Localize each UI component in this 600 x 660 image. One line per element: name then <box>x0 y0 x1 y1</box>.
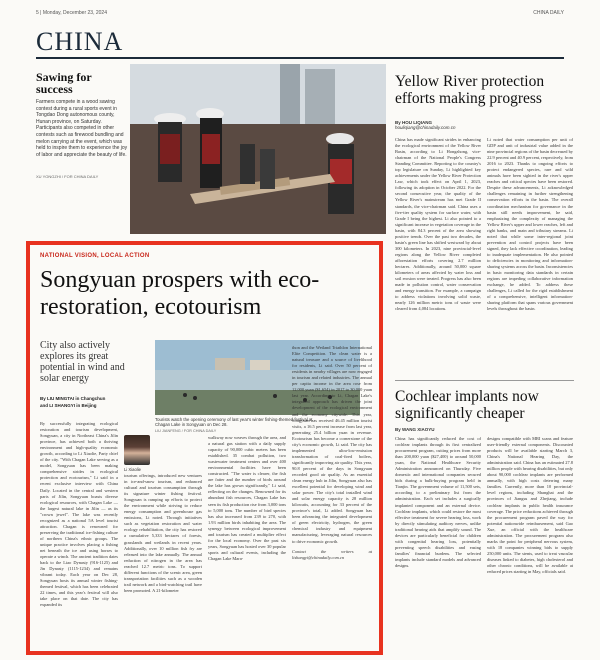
photo-scene <box>130 64 386 234</box>
main-col-4: thon and the Wetland Triathlon International Elite Competition. The clean water is a natural treasure and a source of livelihood for residents, Li said. Over 50 percent of residents in nearby villages are now engaged in tourism and related industries. The annual per capita income in the area rose from 12,000 yuan ($1,654) in 2017 to 30,000 yuan last year. According to Li, Chagan Lake's integrated approach has driven the joint development of the ecological environment and the economy citywide. This year, Songyuan has received 46.45 million tourist visits, a 16.5 percent increase from last year, generating 25.4 billion yuan in revenue. Ecotourism has become a cornerstone of the city's economic growth, Li said. The city has implemented ultra-low-emission transformation of coal-fired boilers, significantly improving air quality. This year, 90.8 percent of the days in Songyuan recorded good air quality. As an essential clean energy hub in Jilin, Songyuan also has excellent potential for developing wind and solar power. The city's total installed wind and solar energy capacity is 28 million kilowatts, accounting for 33 percent of the province's total, Li added. Songyuan has been advancing the integrated development of green electricity, hydrogen, the green chemical industry and equipment manufacturing, leveraging natural resources to drive economic growth. <box>292 345 372 544</box>
yellow-river-email: houliqiang@chinadaily.com.cn <box>395 125 456 130</box>
page-date: 5 | Monday, December 23, 2024 <box>36 10 107 16</box>
contact-line: Contact the writers at lishangyi@chinadaily.com.cn <box>292 548 372 560</box>
photo-caption: Tourists watch the opening ceremony of last year's winter fishing-themed festival at Chagan Lake in Songyuan on Dec 28. <box>155 417 313 428</box>
photo-credit: LIU JIANFENG / FOR CHINA DAILY <box>155 429 217 433</box>
teaser-body: Farmers compete in a wood sawing contest during a rural sports event in Tongdao Dong autonomous county, Hunan province, on Saturday. Participants also competed in other contests such as firewood bundling and melon carrying at the event, which was held to inspire them to experience the joy of labor and appreciate the beauty of life. <box>36 99 128 158</box>
yellow-river-col-2: Li noted that water consumption per unit of GDP and unit of industrial value added in the nine provincial regions of the basin decreased by 22.9 percent and 40.9 percent, respectively, from 2016 to 2023. Thanks to ongoing efforts to protect endangered species, rare and wild animals have been sighted in the river's upper reaches and critical species have been restored. Despite these advancements, Li acknowledged challenges remaining in further strengthening conservation efforts in the basin. The overall coordination mechanism for governance in the basin still needs improvement, he said, emphasizing the complexity of managing the Yellow River's upper and lower reaches, left and right banks, and main and tributary streams. Li noted that while some inter-regional joint prevention and control projects have been signed, they lack effective coordination, leading to inadequate implementation. He also pointed to deficiencies in monitoring and information-sharing systems across the basin. Inconsistencies in basic monitoring data standards in certain regions are impeding collaborative information exchange, he added. To address these challenges, Li called for the rigid establishment of a comprehensive, intelligent information-sharing platform that spans various government levels throughout the basin. <box>487 137 573 312</box>
yellow-river-body <box>395 137 573 380</box>
paper-name: CHINA DAILY <box>533 10 564 16</box>
highlighted-article-box <box>26 241 383 655</box>
page-header-bar <box>36 10 564 20</box>
yellow-river-headline: Yellow River protection efforts making progress <box>395 73 545 107</box>
main-col-1: By successfully integrating ecological restoration and tourism development, Songyuan, a city in Northeast China's Jilin province, has achieved both a thriving environment and high-quality economic growth, according to Li Xiaolie, Party chief of the city. "With Chagan Lake serving as a model, Songyuan has been making comprehensive strides in ecological protection and ecotourism," Li said in a recent exclusive interview with China Daily. Located in the central and western parts of Jilin, Songyuan boasts diverse ecological resources, with Chagan Lake — the largest natural lake in Jilin — as its "crown jewel". The lake was recently recognized as a national 5A level tourist attraction. Chagan is renowned for preserving the traditional ice-fishing culture of northern China's ethnic groups. The unique practice involves placing a fishing net beneath the ice and using horses to operate a winch. The ancient tradition dates back to the Liao Dynasty (916-1125) and Jin Dynasty (1115-1234) and remains vibrant today. Each year on Dec 28, Songyuan hosts its annual winter fishing-themed festival, which has been celebrated 22 times, and this year's festival will also take place on that date. The city has expanded its <box>40 421 118 608</box>
yellow-river-byline <box>395 120 456 130</box>
portrait-name: Li Xiaolie <box>124 467 141 472</box>
main-col-4-wrap <box>292 345 372 651</box>
main-byline-1: By LIU MINGTAI in Changchun <box>40 396 106 401</box>
sawing-contest-photo <box>130 64 386 234</box>
yellow-river-col-1: China has made significant strides in enhancing the ecological environment of the Yellow River Basin, according to Li Hongzhong, vice-chairman of the National People's Congress Standing Committee. Reporting to the country's top legislature on Sunday, Li highlighted key achievements under the Yellow River Protection Law, which took effect on April 1, 2023, following its adoption in October 2022. For the second consecutive year, the quality of the Yellow River's mainstream has met Grade II standards, the vice-chairman said. China uses a five-tier quality system for surface water, with Grade I being the highest. Li also pointed to a significant increase in vegetation coverage in the basin, with 84.3 percent of the area showing positive trends. Over the past two decades, the basin's green line has shifted westward by about 300 kilometers. In 2023, nine provincial-level regions along the Yellow River completed afforestation efforts covering 2.7 million hectares. Additionally, around 50,000 square kilometers of areas affected by water loss and soil erosion were treated. Progress has also been made in pollution control, water conservation and energy transition. For example, a campaign to address violations involving solid waste, nearly 126 million metric tons of waste were cleared from 4,084 locations. <box>395 137 481 312</box>
portrait-photo <box>124 435 150 465</box>
article-kicker: NATIONAL VISION, LOCAL ACTION <box>40 253 150 259</box>
teaser-headline: Sawing for success <box>36 70 92 96</box>
teaser-credit: XU YONGZHI / FOR CHINA DAILY <box>36 174 99 179</box>
main-deck: City also actively explores its great potential in wind and solar energy <box>40 340 125 384</box>
section-divider <box>36 57 564 59</box>
main-col-3: walkway now weaves through the area, and a natural gas station with a daily supply capacity of 90,000 cubic meters has been established. 35 combat pollution, two wastewater treatment centers and over 400 environmental facilities have been constructed. "The water is clearer, the fish are fatter and the number of birds around the lake has grown significantly," Li said, reflecting on the changes. Renowned for its abundant fish resources, Chagan Lake has seen its fish production rise from 3,000 tons to 5,000 tons. The number of bird species has also increased from 239 to 270, with 1.93 million birds inhabiting the area. The synergy between ecological improvement and tourism has created a multiplier effect for the local economy. Over the past six years, Songyuan has hosted over 30 popular sports and cultural events, including the Chagan Lake Mara- <box>208 435 286 561</box>
cochlear-byline: By WANG XIAOYU <box>395 427 435 432</box>
cochlear-col-2: designs compatible with MRI scans and feature user-friendly external components. Discounted products will be available starting March 3, China's National Hearing Day, the administration said. China has an estimated 27.8 million people with hearing disabilities, but only about 90,000 cochlear implants are performed annually, with high costs deterring many families. Currently, more than 10 provincial-level regions, including Shanghai and the provinces of Jiangsu and Zhejiang, include cochlear implants in public health insurance coverage. The price reductions achieved through the procurement program paved the way for potential nationwide reimbursement, said Gao Xue, an official with the healthcare administration. The procurement program also marks the point for peripheral nervous system, with 18 companies winning bids to supply 250,000 units. The stents, used to treat vascular diseases linked to diabetes, high cholesterol and other chronic conditions, will be available at reduced prices starting in May, officials said. <box>487 436 573 575</box>
section-title: CHINA <box>36 27 124 56</box>
cochlear-body <box>395 436 573 624</box>
article-divider <box>395 380 574 381</box>
cochlear-col-1: China has significantly reduced the cost of cochlear implants through its first centralized procurement program, cutting prices from more than 200,000 yuan ($27,400) to around 50,000 yuan, the National Healthcare Security Administration announced on Thursday. Five domestic and international companies secured bids during a bulk-buying program held in Tianjin. The government volume of 11,500 sets, according to a preliminary list from the administration. Each set includes a surgically implanted component and an external device. Cochlear implants, which could restore the most effective treatment for severe hearing loss, work by directly stimulating auditory nerves, unlike traditional hearing aids that amplify sound. The devices are particularly beneficial for children with congenital hearing loss, potentially preventing speech disabilities and easing families' financial burdens. The selected implants include standard models and advanced designs. <box>395 436 481 568</box>
main-headline: Songyuan prospers with eco-restoration, ecotourism <box>40 267 320 320</box>
main-byline <box>40 395 105 409</box>
yellow-river-author: By HOU LIQIANG <box>395 120 433 125</box>
main-col-2: tourism offerings, introduced new ventures in ice-and-snow tourism, and enhanced cultural and tourism consumption through its signature winter fishing festival. Songyuan is ramping up efforts to protect the environment while striving to reduce energy consumption and greenhouse gas emissions, Li noted. Through initiatives such as vegetation restoration and water ecology rehabilitation, the city has restored a cumulative 5,333 hectares of forests, grasslands and wetlands in recent years. Additionally, over 10 million fish fry are released into the lake annually. The annual reduction of nitrogen in the area has reached 12.7 metric tons. To support different functions of the scenic area, green transportation facilities such as a wooden trail network and a bird-watching trail have been promoted. A 21-kilometer <box>124 473 202 593</box>
cochlear-headline: Cochlear implants now significantly cheaper <box>395 388 539 422</box>
main-byline-2: and LI SHANGYI in Beijing <box>40 403 97 408</box>
